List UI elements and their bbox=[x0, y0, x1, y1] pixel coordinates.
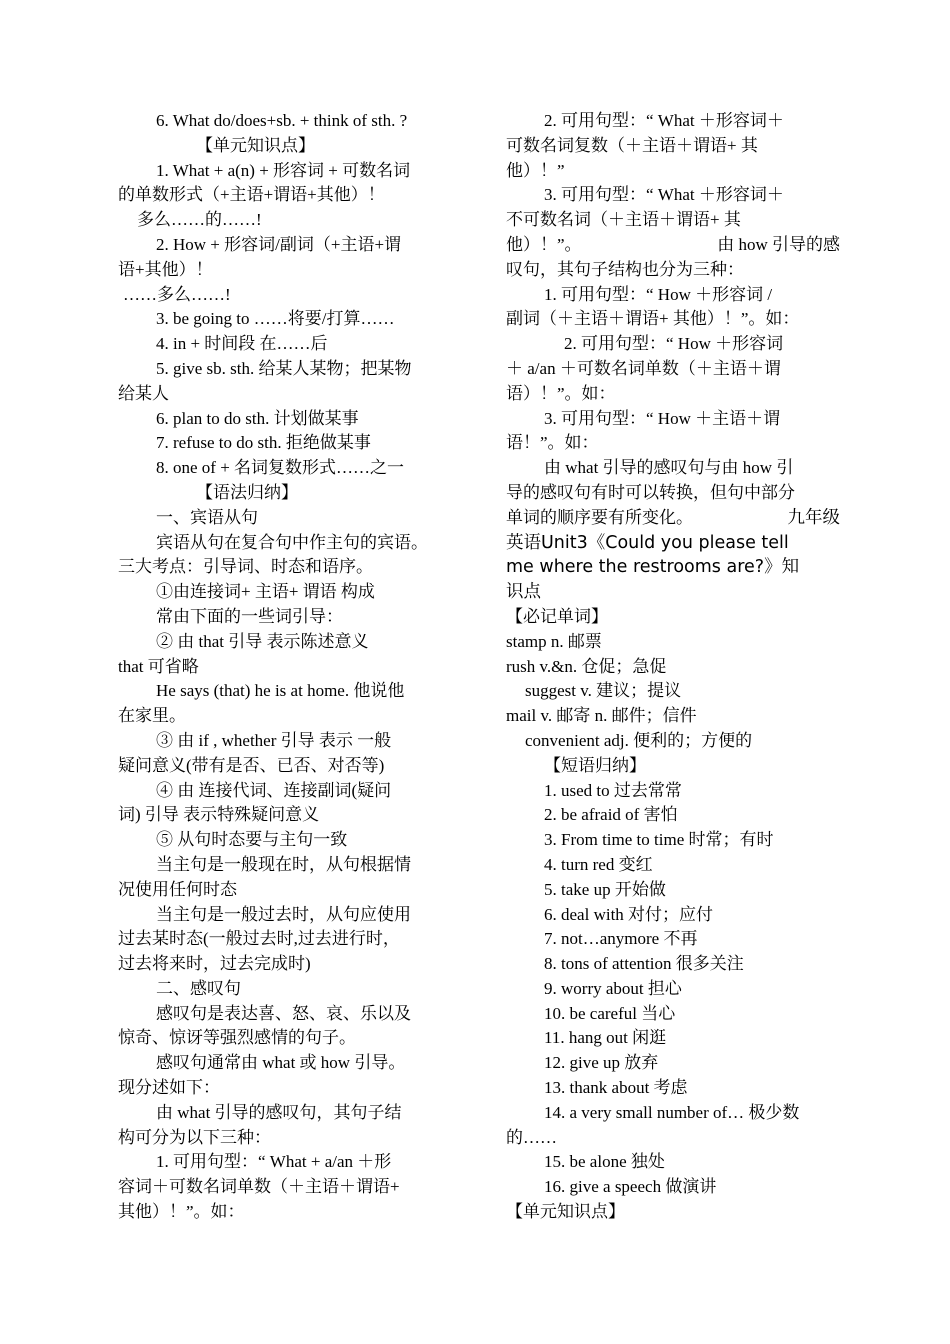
text-line: 6. plan to do sth. 计划做某事 bbox=[156, 408, 359, 428]
text-line: 词) 引导 表示特殊疑问意义 bbox=[118, 805, 320, 825]
right-column bbox=[506, 109, 840, 1225]
text-line: 副词（＋主语＋谓语+ 其他）！”。如： bbox=[506, 309, 800, 329]
phrase-item: 4. turn red 变红 bbox=[544, 854, 653, 874]
text-line: ④ 由 连接代词、连接副词(疑问 bbox=[156, 780, 392, 800]
left-column bbox=[118, 109, 458, 1225]
text-span: 单词的顺序要有所变化。 bbox=[506, 507, 693, 527]
phrase-item: 11. hang out 闲逛 bbox=[544, 1028, 667, 1048]
text-line: 容词＋可数名词单数（＋主语＋谓语+ bbox=[118, 1177, 400, 1197]
unit-title: 九年级 bbox=[787, 507, 840, 528]
phrase-item: 13. thank about 考虑 bbox=[544, 1078, 688, 1098]
unit-title: me where the restrooms are?》知 bbox=[506, 557, 800, 578]
text-line: ⑤ 从句时态要与主句一致 bbox=[156, 830, 348, 850]
phrase-item: 6. deal with 对付；应付 bbox=[544, 904, 714, 924]
text-line: 当主句是一般过去时，从句应使用 bbox=[156, 904, 411, 924]
text-line: 由 what 引导的感叹句与由 how 引 bbox=[544, 458, 794, 478]
phrase-item: 7. not…anymore 不再 bbox=[544, 929, 698, 949]
text-line: 语）！”。如： bbox=[506, 383, 616, 403]
text-line: 5. give sb. sth. 给某人某物；把某物 bbox=[156, 358, 412, 378]
section-heading: 【语法归纳】 bbox=[196, 482, 298, 502]
text-line: He says (that) he is at home. 他说他 bbox=[156, 681, 405, 701]
text-line: 叹句，其句子结构也分为三种： bbox=[506, 259, 744, 279]
text-line: 可数名词复数（＋主语＋谓语+ 其 bbox=[506, 135, 758, 155]
text-line: that 可省略 bbox=[118, 656, 199, 676]
text-line: 4. in + 时间段 在……后 bbox=[156, 334, 328, 354]
text-line: 导的感叹句有时可以转换，但句中部分 bbox=[506, 482, 795, 502]
unit-title: 英语Unit3《Could you please tell bbox=[506, 532, 789, 553]
subsection-heading: 一、宾语从句 bbox=[156, 507, 258, 527]
text-line: 况使用任何时态 bbox=[118, 879, 237, 899]
text-line: 感叹句是表达喜、怒、哀、乐以及 bbox=[156, 1003, 411, 1023]
text-line: 不可数名词（＋主语＋谓语+ 其 bbox=[506, 210, 741, 230]
text-line: 常由下面的一些词引导： bbox=[156, 606, 343, 626]
text-line: 惊奇、惊讶等强烈感情的句子。 bbox=[118, 1028, 356, 1048]
text-line: 构可分为以下三种： bbox=[118, 1127, 271, 1147]
phrase-item: 的…… bbox=[506, 1127, 557, 1147]
text-line: 现分述如下： bbox=[118, 1078, 220, 1098]
text-span: 由 how 引导的感 bbox=[717, 234, 840, 254]
phrase-item: 8. tons of attention 很多关注 bbox=[544, 954, 744, 974]
text-line: ①由连接词+ 主语+ 谓语 构成 bbox=[156, 582, 375, 602]
phrase-item: 5. take up 开始做 bbox=[544, 879, 666, 899]
phrase-item: 10. be careful 当心 bbox=[544, 1003, 676, 1023]
text-line: 宾语从句在复合句中作主句的宾语。 bbox=[156, 532, 428, 552]
phrase-item: 2. be afraid of 害怕 bbox=[544, 805, 678, 825]
section-heading: 【必记单词】 bbox=[506, 606, 608, 626]
vocab-item: suggest v. 建议；提议 bbox=[525, 681, 682, 701]
text-line: 其他）！”。如： bbox=[118, 1202, 245, 1222]
text-line: ② 由 that 引导 表示陈述意义 bbox=[156, 631, 369, 651]
text-line: 的单数形式（+主语+谓语+其他）！ bbox=[118, 185, 385, 205]
text-line: 给某人 bbox=[118, 383, 169, 403]
phrase-item: 9. worry about 担心 bbox=[544, 978, 682, 998]
text-line: 语！”。如： bbox=[506, 433, 599, 453]
text-line: 3. 可用句型：“ How ＋主语＋谓 bbox=[544, 408, 781, 428]
text-line: 7. refuse to do sth. 拒绝做某事 bbox=[156, 433, 371, 453]
text-line bbox=[506, 233, 840, 258]
text-line bbox=[506, 506, 840, 531]
text-line: 1. 可用句型：“ What + a/an ＋形 bbox=[156, 1152, 392, 1172]
text-line: 2. 可用句型：“ What ＋形容词＋ bbox=[544, 111, 784, 130]
text-line: 疑问意义(带有是否、已否、对否等) bbox=[118, 755, 385, 775]
text-line: 在家里。 bbox=[118, 706, 186, 726]
text-line: 3. 可用句型：“ What ＋形容词＋ bbox=[544, 185, 784, 205]
phrase-item: 14. a very small number of… 极少数 bbox=[544, 1102, 800, 1122]
phrase-item: 15. be alone 独处 bbox=[544, 1152, 665, 1172]
phrase-item: 1. used to 过去常常 bbox=[544, 780, 682, 800]
text-line: 1. 可用句型：“ How ＋形容词 / bbox=[544, 284, 773, 304]
text-line: 2. How + 形容词/副词（+主语+谓 bbox=[156, 234, 402, 254]
text-line: 过去将来时，过去完成时) bbox=[118, 954, 311, 974]
phrase-item: 3. From time to time 时常；有时 bbox=[544, 830, 774, 850]
text-line: ＋ a/an ＋可数名词单数（＋主语＋谓 bbox=[506, 358, 781, 378]
vocab-item: mail v. 邮寄 n. 邮件；信件 bbox=[506, 706, 697, 726]
text-line: 他）！” bbox=[506, 160, 565, 180]
vocab-item: rush v.&n. 仓促；急促 bbox=[506, 656, 667, 676]
section-heading: 【短语归纳】 bbox=[544, 755, 646, 775]
vocab-item: stamp n. 邮票 bbox=[506, 631, 602, 651]
text-line: 8. one of + 名词复数形式……之一 bbox=[156, 458, 405, 478]
phrase-item: 12. give up 放弃 bbox=[544, 1053, 659, 1073]
text-line: 语+其他）！ bbox=[118, 259, 213, 279]
text-line: 6. What do/does+sb. + think of sth. ? bbox=[156, 111, 408, 130]
text-line: 多么……的……! bbox=[137, 210, 262, 230]
unit-title: 识点 bbox=[506, 582, 541, 603]
section-heading: 【单元知识点】 bbox=[506, 1202, 625, 1222]
text-line: 感叹句通常由 what 或 how 引导。 bbox=[156, 1053, 406, 1073]
phrase-item: 16. give a speech 做演讲 bbox=[544, 1177, 717, 1197]
vocab-item: convenient adj. 便利的；方便的 bbox=[525, 730, 753, 750]
text-span: 他）！”。 bbox=[506, 234, 582, 254]
text-line: 由 what 引导的感叹句，其句子结 bbox=[156, 1102, 402, 1122]
text-line: 三大考点：引导词、时态和语序。 bbox=[118, 557, 373, 577]
text-line: 3. be going to ……将要/打算…… bbox=[156, 309, 395, 329]
subsection-heading: 二、感叹句 bbox=[156, 978, 241, 998]
text-line: 2. 可用句型：“ How ＋形容词 bbox=[564, 334, 784, 354]
section-heading: 【单元知识点】 bbox=[196, 135, 315, 155]
text-line: 1. What + a(n) + 形容词 + 可数名词 bbox=[156, 160, 411, 180]
text-line: 过去某时态(一般过去时,过去进行时， bbox=[118, 929, 400, 949]
text-line: ③ 由 if , whether 引导 表示 一般 bbox=[156, 730, 392, 750]
text-line: ……多么……! bbox=[123, 284, 231, 304]
text-line: 当主句是一般现在时，从句根据情 bbox=[156, 854, 411, 874]
